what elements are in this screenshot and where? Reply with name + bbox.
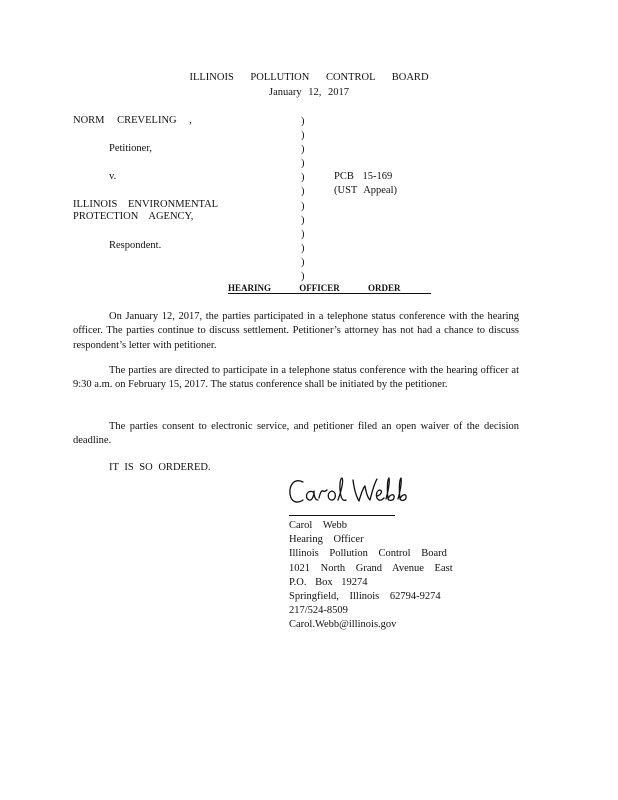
respondent-name-line1: ILLINOIS ENVIRONMENTAL	[73, 199, 219, 210]
signer-organization: Illinois Pollution Control Board	[289, 548, 447, 560]
signer-street: 1021 North Grand Avenue East	[289, 562, 453, 574]
order-date: January 12, 2017	[268, 87, 350, 98]
respondent-role: Respondent.	[109, 240, 162, 251]
signature-line	[289, 515, 395, 516]
handwritten-signature	[285, 474, 415, 512]
signer-po-box: P.O. Box 19274	[289, 576, 368, 588]
paragraph-electronic-service: The parties consent to electronic service, and petitioner filed an open waiver of the decision deadline.	[73, 421, 519, 447]
signer-title: Hearing Officer	[289, 534, 364, 546]
closing-statement: IT IS SO ORDERED.	[109, 462, 211, 473]
signature-block	[289, 519, 453, 633]
respondent-name-line2: PROTECTION AGENCY,	[73, 211, 194, 222]
paragraph-status-conference: On January 12, 2017, the parties participated in a telephone status conference with the hearing officer. The parties continue to discuss settlement. Petitioner’s attorney has not had a chance to discuss respondent’s letter with petitioner.	[73, 311, 519, 351]
case-type: (UST Appeal)	[334, 185, 398, 196]
paragraph-next-conference: The parties are directed to participate in a telephone status conference with the hearing officer at 9:30 a.m. on February 15, 2017. The status conference shall be initiated by the petitioner.	[73, 365, 519, 391]
signer-phone: 217/524-8509	[289, 605, 348, 617]
petitioner-name: NORM CREVELING ,	[73, 115, 192, 126]
order-title: HEARING OFFICER ORDER	[228, 283, 431, 294]
signer-email: Carol.Webb@illinois.gov	[289, 619, 397, 631]
caption-parentheses: ) ) ) ) ) ) ) ) ) ) ) )	[301, 116, 305, 283]
versus-label: v.	[109, 171, 117, 182]
signer-name: Carol Webb	[289, 520, 347, 531]
case-number: PCB 15-169	[334, 171, 393, 182]
agency-name: ILLINOIS POLLUTION CONTROL BOARD	[189, 72, 429, 83]
petitioner-role: Petitioner,	[109, 143, 153, 154]
signer-city: Springfield, Illinois 62794-9274	[289, 591, 441, 603]
